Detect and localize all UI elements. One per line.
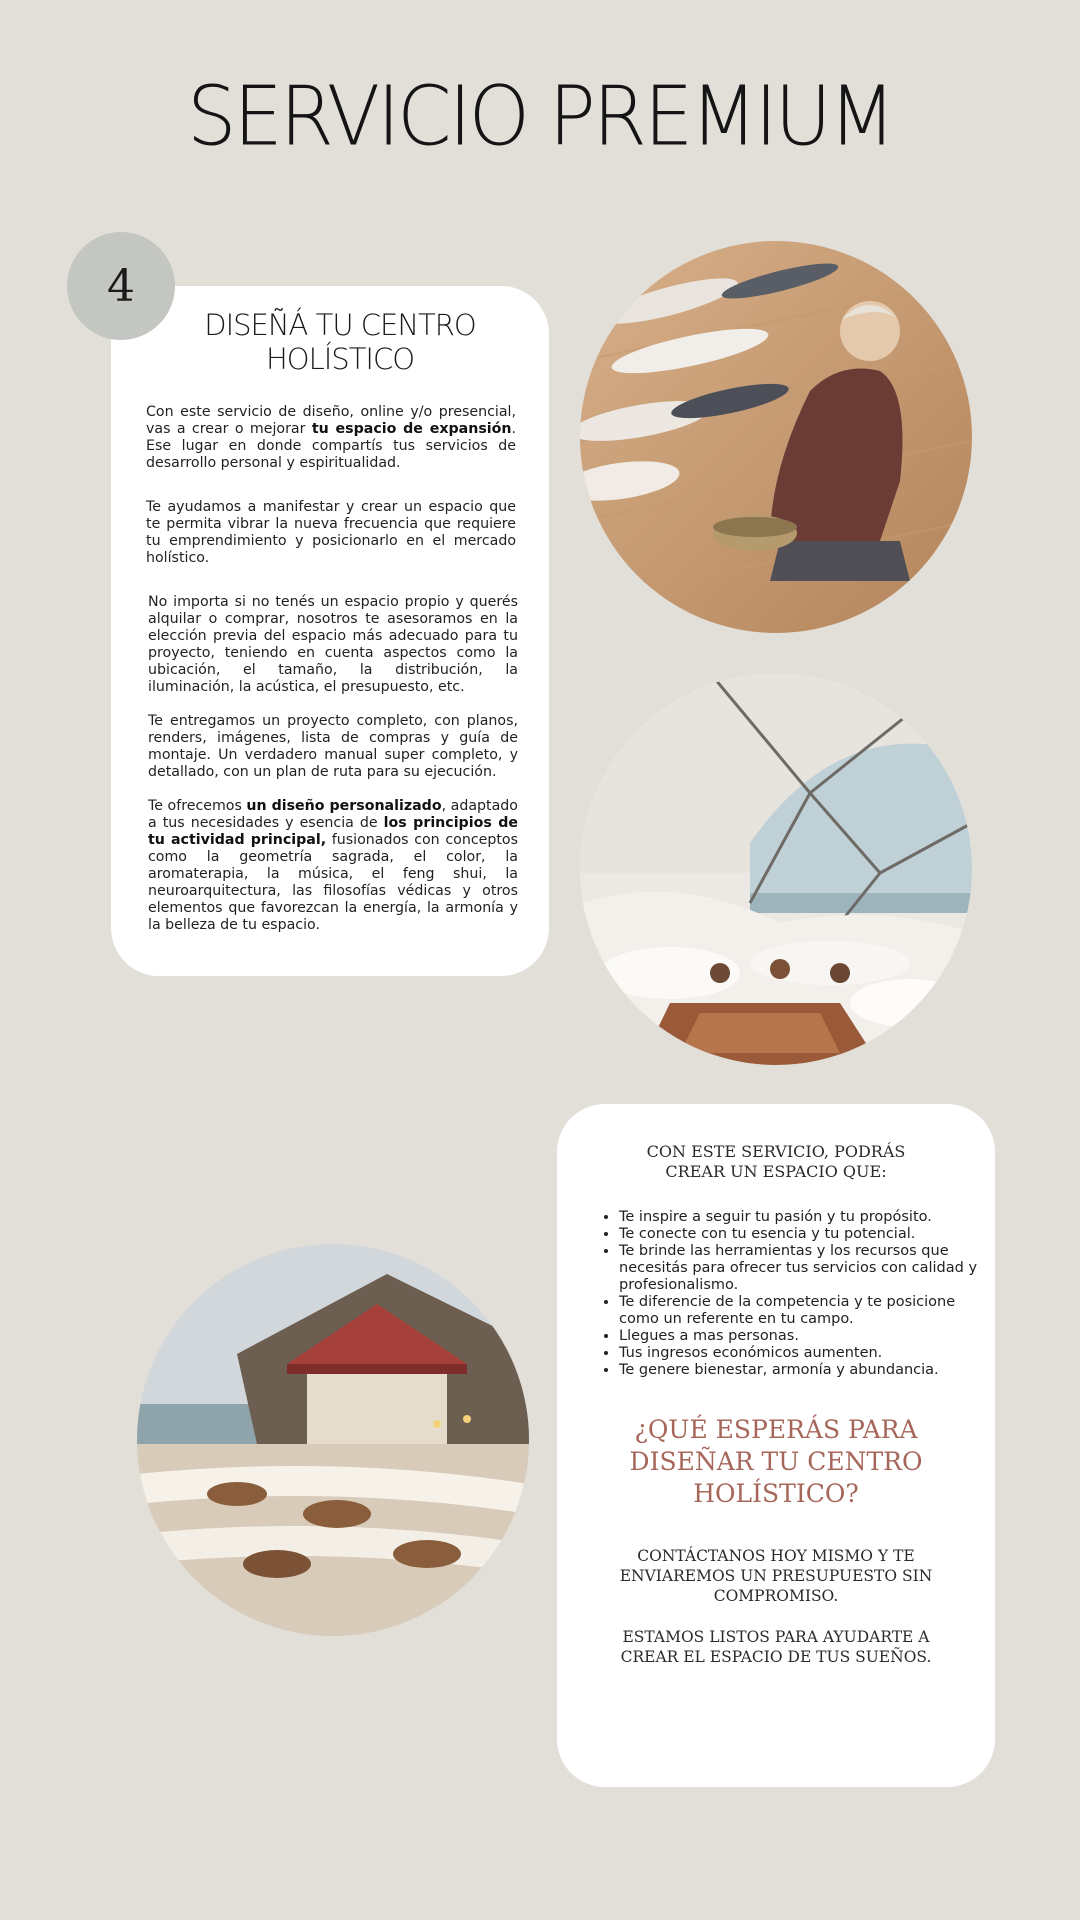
benefits-heading-line: CON ESTE SERVICIO, PODRÁS — [646, 1142, 906, 1161]
service-paragraph — [146, 499, 516, 567]
paragraph-text: Te ofrecemos — [148, 798, 247, 814]
paragraph-text: Te entregamos un proyecto completo, con planos, renders, imágenes, lista de compras y guía de montaje. Un verdadero manual super completo, y detallado, con un plan de ruta para su ejecución. — [148, 713, 518, 780]
list-item: • Te conecte con tu esencia y tu potencial. — [619, 1226, 985, 1243]
contact-line: CONTÁCTANOS HOY MISMO Y TE — [637, 1547, 915, 1565]
list-item: • Te genere bienestar, armonía y abundancia. — [619, 1362, 985, 1379]
cta-line: ¿QUÉ ESPERÁS PARA — [634, 1415, 918, 1444]
paragraph-text: fusionados con conceptos como la geometría sagrada, el color, la aromaterapia, la música, el feng shui, la neuroarquitectura, las filosofías védicas y otros elementos que favorezcan la energía, la armonía y la belleza de tu espacio. — [148, 832, 518, 933]
service-heading: DISEÑÁ TU CENTRO HOLÍSTICO — [204, 308, 476, 376]
list-item: • Llegues a mas personas. — [619, 1328, 985, 1345]
emphasis-text: los principios de tu actividad principal, — [148, 815, 519, 848]
paragraph-text: Te ayudamos a manifestar y crear un espacio que te permita vibrar la nueva frecuencia que requiere tu emprendimiento y posicionarlo en el mercado holístico. — [146, 499, 516, 566]
paragraph-text: Con este servicio de diseño, online y/o presencial, vas a crear o mejorar — [146, 404, 516, 437]
service-paragraph — [148, 798, 518, 934]
list-item: • Te diferencie de la competencia y te posicione como un referente en tu campo. — [619, 1294, 985, 1328]
contact-line: ENVIAREMOS UN PRESUPUESTO SIN — [619, 1567, 933, 1585]
emphasis-text: un diseño personalizado — [246, 798, 442, 814]
cta-line: HOLÍSTICO? — [693, 1479, 859, 1508]
contact-line: COMPROMISO. — [713, 1587, 839, 1605]
emphasis-text: tu espacio de expansión — [311, 421, 512, 437]
service-paragraph — [148, 594, 518, 696]
service-number-badge: 4 — [67, 232, 175, 340]
service-paragraph — [146, 404, 516, 472]
cta-line: DISEÑAR TU CENTRO — [629, 1447, 923, 1476]
geodesic-dome-photo — [580, 673, 972, 1065]
sound-bath-photo — [580, 241, 972, 633]
list-item: • Te brinde las herramientas y los recursos que necesitás para ofrecer tus servicios con calidad y profesionalismo. — [619, 1243, 985, 1294]
paragraph-text: . Ese lugar en donde compartís tus servicios de desarrollo personal y espiritualidad. — [146, 421, 517, 471]
contact-text — [557, 1546, 995, 1606]
benefits-heading-line: CREAR UN ESPACIO QUE: — [665, 1162, 887, 1181]
list-item: • Te inspire a seguir tu pasión y tu propósito. — [619, 1209, 985, 1226]
paragraph-text: No importa si no tenés un espacio propio y querés alquilar o comprar, nosotros te asesoramos en la elección previa del espacio más adecuado para tu proyecto, teniendo en cuenta aspectos como la ubicación, el tamaño, la distribución, la iluminación, la acústica, el presupuesto, etc. — [148, 594, 518, 695]
benefits-heading — [557, 1142, 995, 1182]
page-title: SERVICIO PREMIUM — [187, 69, 893, 165]
service-paragraph — [148, 713, 518, 781]
benefits-list — [600, 1209, 985, 1379]
paragraph-text: , adaptado a tus necesidades y esencia de — [148, 798, 518, 831]
closing-text — [557, 1627, 995, 1667]
cta-heading — [557, 1414, 995, 1510]
closing-line: CREAR EL ESPACIO DE TUS SUEÑOS. — [620, 1648, 932, 1666]
list-item: • Tus ingresos económicos aumenten. — [619, 1345, 985, 1362]
closing-line: ESTAMOS LISTOS PARA AYUDARTE A — [622, 1628, 930, 1646]
outdoor-lounge-photo — [137, 1244, 529, 1636]
